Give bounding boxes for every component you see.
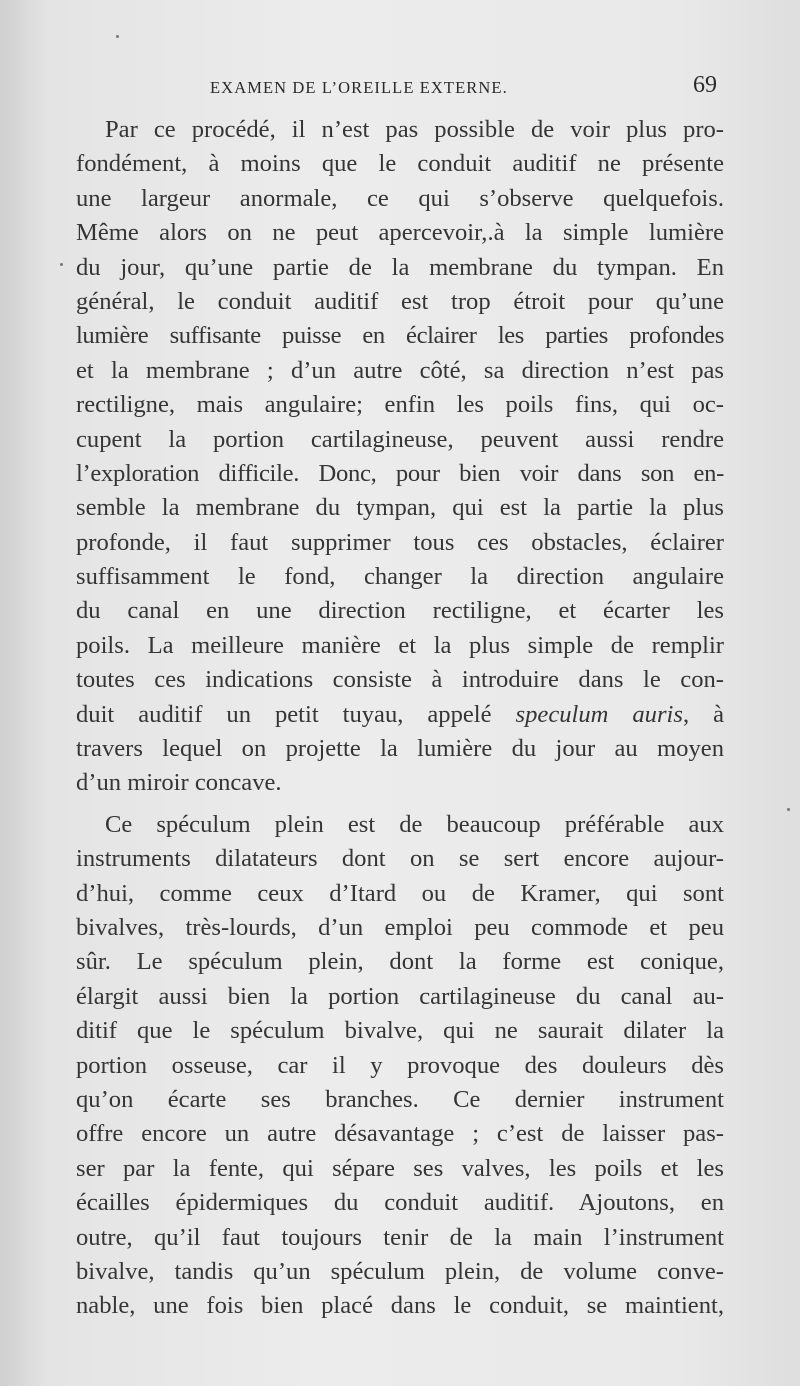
text-line: ser par la fente, qui sépare ses valves, les poils et les	[76, 1154, 724, 1182]
text-line: fondément, à moins que le conduit auditif ne présente	[76, 150, 724, 178]
text-line-with-italic	[76, 698, 724, 732]
text-line: l’exploration difficile. Donc, pour bien voir dans son en-	[76, 459, 724, 487]
text-line: ditif que le spéculum bivalve, qui ne saurait dilater la	[76, 1017, 724, 1045]
text-line: bivalve, tandis qu’un spéculum plein, de volume conve-	[76, 1257, 724, 1285]
text-line: profonde, il faut supprimer tous ces obstacles, éclairer	[76, 528, 724, 556]
text-line: une largeur anormale, ce qui s’observe quelquefois.	[76, 184, 724, 212]
text-line: Ce spéculum plein est de beaucoup préférable aux	[105, 810, 724, 838]
text-line: qu’on écarte ses branches. Ce dernier instrument	[76, 1085, 724, 1113]
text-line: travers lequel on projette la lumière du jour au moyen	[76, 735, 724, 763]
text-line: outre, qu’il faut toujours tenir de la main l’instrument	[76, 1223, 724, 1251]
text-line: Même alors on ne peut apercevoir,.à la simple lumière	[76, 219, 724, 247]
text-line: lumière suffisante puisse en éclairer les parties profondes	[76, 322, 724, 350]
ink-speck	[787, 808, 790, 811]
text-line: bivalves, très-lourds, d’un emploi peu commode et peu	[76, 913, 724, 941]
paragraph-2	[76, 808, 724, 1324]
text-line: du canal en une direction rectiligne, et écarter les	[76, 597, 724, 625]
text-line: général, le conduit auditif est trop étroit pour qu’une	[76, 287, 724, 315]
text-line: du jour, qu’une partie de la membrane du tympan. En	[76, 253, 724, 281]
text-line: nable, une fois bien placé dans le conduit, se maintient,	[76, 1292, 724, 1320]
text-segment: duit auditif un petit tuyau, appelé	[76, 700, 516, 728]
page-number: 69	[693, 72, 717, 98]
ink-speck	[116, 35, 119, 38]
text-line: portion osseuse, car il y provoque des douleurs dès	[76, 1051, 724, 1079]
running-header	[0, 68, 800, 108]
text-line: écailles épidermiques du conduit auditif. Ajoutons, en	[76, 1189, 724, 1217]
page-body	[76, 113, 724, 1324]
paragraph-1	[76, 113, 724, 801]
text-line: élargit aussi bien la portion cartilagineuse du canal au-	[76, 982, 724, 1010]
italic-term: speculum auris	[515, 700, 683, 728]
text-line: rectiligne, mais angulaire; enfin les poils fins, qui oc-	[76, 391, 724, 419]
text-line: offre encore un autre désavantage ; c’est de laisser pas-	[76, 1120, 724, 1148]
text-line: sûr. Le spéculum plein, dont la forme est conique,	[76, 948, 724, 976]
text-line: poils. La meilleure manière et la plus simple de remplir	[76, 631, 724, 659]
text-line: suffisamment le fond, changer la direction angulaire	[76, 563, 724, 591]
text-line: toutes ces indications consiste à introduire dans le con-	[76, 666, 724, 694]
text-line: semble la membrane du tympan, qui est la partie la plus	[76, 494, 724, 522]
text-line: et la membrane ; d’un autre côté, sa direction n’est pas	[76, 356, 724, 384]
running-title: EXAMEN DE L’OREILLE EXTERNE.	[210, 78, 508, 97]
text-line: d’hui, comme ceux d’Itard ou de Kramer, qui sont	[76, 879, 724, 907]
text-line: instruments dilatateurs dont on se sert encore aujour-	[76, 845, 724, 873]
ink-speck	[60, 263, 63, 266]
text-segment: , à	[682, 700, 724, 728]
text-line: cupent la portion cartilagineuse, peuvent aussi rendre	[76, 425, 724, 453]
text-line: Par ce procédé, il n’est pas possible de voir plus pro-	[105, 116, 724, 143]
text-line: d’un miroir concave.	[76, 769, 282, 797]
